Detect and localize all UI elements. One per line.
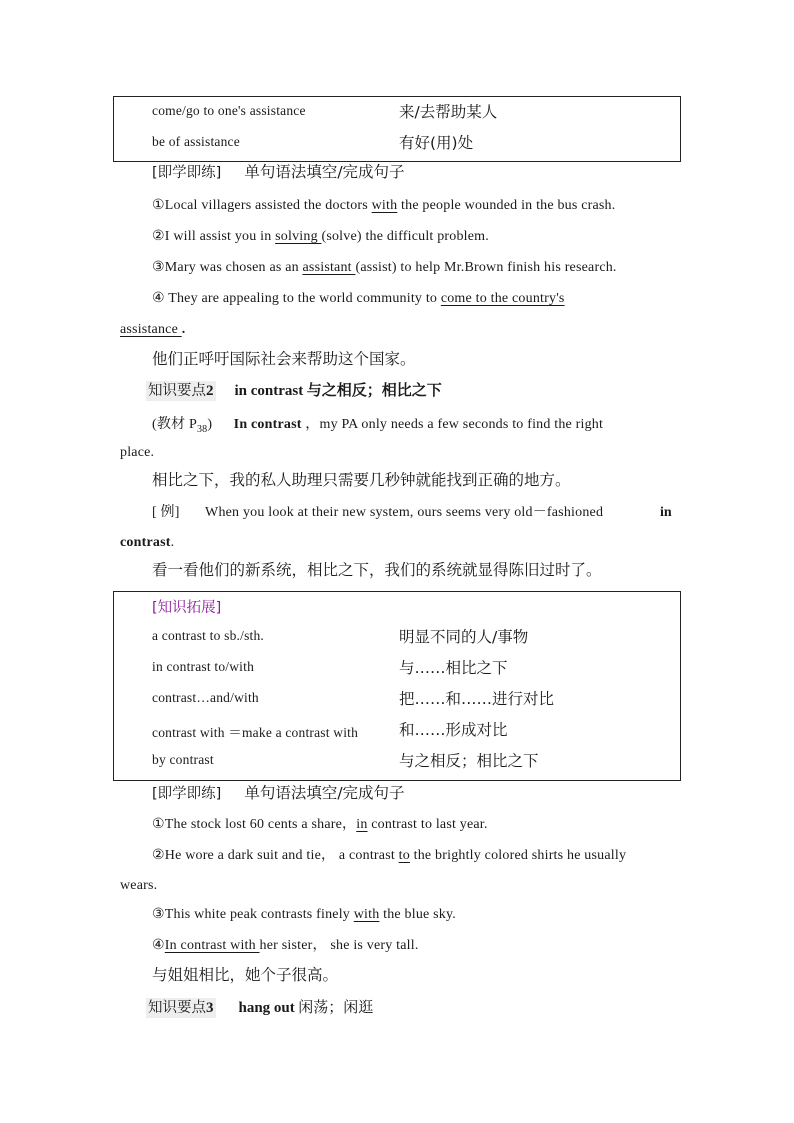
table-cell-en: by contrast bbox=[152, 752, 214, 767]
exercise-item: ②I will assist you in solving (solve) the difficult problem. bbox=[152, 229, 489, 244]
answer-blank: come to the country's bbox=[440, 291, 565, 306]
translation: 与姐姐相比，她个子很高。 bbox=[152, 966, 339, 984]
answer-blank: assistance bbox=[120, 322, 182, 337]
table-cell-zh: 与……相比之下 bbox=[399, 659, 508, 677]
table-cell-en: a contrast to sb./sth. bbox=[152, 628, 265, 643]
knowledge-point-label: 知识要点2 bbox=[148, 383, 214, 399]
answer-blank: to bbox=[398, 848, 410, 863]
knowledge-extension-table bbox=[113, 591, 681, 781]
exercise-item: ②He wore a dark suit and tie， a contrast to the brightly colored shirts he usually bbox=[152, 848, 627, 863]
table-cell-en: in contrast to/with bbox=[152, 659, 255, 674]
table-cell-zh: 来/去帮助某人 bbox=[399, 103, 498, 121]
translation: 看一看他们的新系统，相比之下，我们的系统就显得陈旧过时了。 bbox=[152, 561, 602, 579]
knowledge-point-heading: 知识要点3 hang out 闲荡；闲逛 bbox=[148, 998, 374, 1016]
answer-blank: in bbox=[356, 817, 368, 832]
knowledge-point-label: 知识要点3 bbox=[148, 1000, 214, 1016]
example-bold-word: in bbox=[660, 505, 672, 520]
practice-header: [即学即练] 单句语法填空/完成句子 bbox=[152, 163, 405, 181]
exercise-item: ④ They are appealing to the world community to come to the country's bbox=[152, 291, 565, 306]
translation: 他们正呼吁国际社会来帮助这个国家。 bbox=[152, 350, 416, 368]
table-cell-en: be of assistance bbox=[152, 134, 240, 149]
exercise-item: ③This white peak contrasts finely with the blue sky. bbox=[152, 907, 456, 922]
table-title: [知识拓展] bbox=[152, 600, 222, 616]
practice-header: [即学即练] 单句语法填空/完成句子 bbox=[152, 784, 405, 802]
answer-blank: In contrast with bbox=[164, 938, 260, 953]
table-cell-en: contrast…and/with bbox=[152, 690, 259, 705]
exercise-item-continued: assistance . bbox=[120, 322, 186, 337]
exercise-item: ④In contrast with her sister， she is very tall. bbox=[152, 938, 419, 953]
exercise-item: ①The stock lost 60 cents a share，in contrast to last year. bbox=[152, 817, 488, 832]
textbook-example-continued: place. bbox=[120, 445, 155, 460]
answer-blank: assistant bbox=[302, 260, 356, 275]
table-cell-en: come/go to one's assistance bbox=[152, 103, 306, 118]
table-cell-zh: 有好(用)处 bbox=[399, 134, 474, 152]
exercise-item: ①Local villagers assisted the doctors with the people wounded in the bus crash. bbox=[152, 198, 616, 213]
table-cell-zh: 与之相反；相比之下 bbox=[399, 752, 539, 770]
answer-blank: with bbox=[371, 198, 398, 213]
phrase-table-assistance bbox=[113, 96, 681, 162]
exercise-item-continued: wears. bbox=[120, 878, 158, 893]
example-sentence-continued: contrast. bbox=[120, 535, 175, 550]
answer-blank: solving bbox=[275, 229, 322, 244]
answer-blank: with bbox=[353, 907, 380, 922]
textbook-example: (教材 $P_{38}$) In contrast ，my PA only needs a few seconds to find the right bbox=[152, 416, 604, 435]
exercise-item: ③Mary was chosen as an assistant (assist) to help Mr.Brown finish his research. bbox=[152, 260, 617, 275]
translation: 相比之下，我的私人助理只需要几秒钟就能找到正确的地方。 bbox=[152, 471, 571, 489]
table-cell-zh: 和……形成对比 bbox=[399, 721, 508, 739]
table-cell-zh: 把……和……进行对比 bbox=[399, 690, 555, 708]
table-cell-en: contrast with ＝make a contrast with bbox=[152, 725, 359, 740]
table-cell-zh: 明显不同的人/事物 bbox=[399, 628, 529, 646]
knowledge-point-heading: 知识要点2 in contrast 与之相反；相比之下 bbox=[148, 381, 442, 399]
example-sentence: [ 例] When you look at their new system, ours seems very old－fashioned bbox=[152, 505, 604, 520]
